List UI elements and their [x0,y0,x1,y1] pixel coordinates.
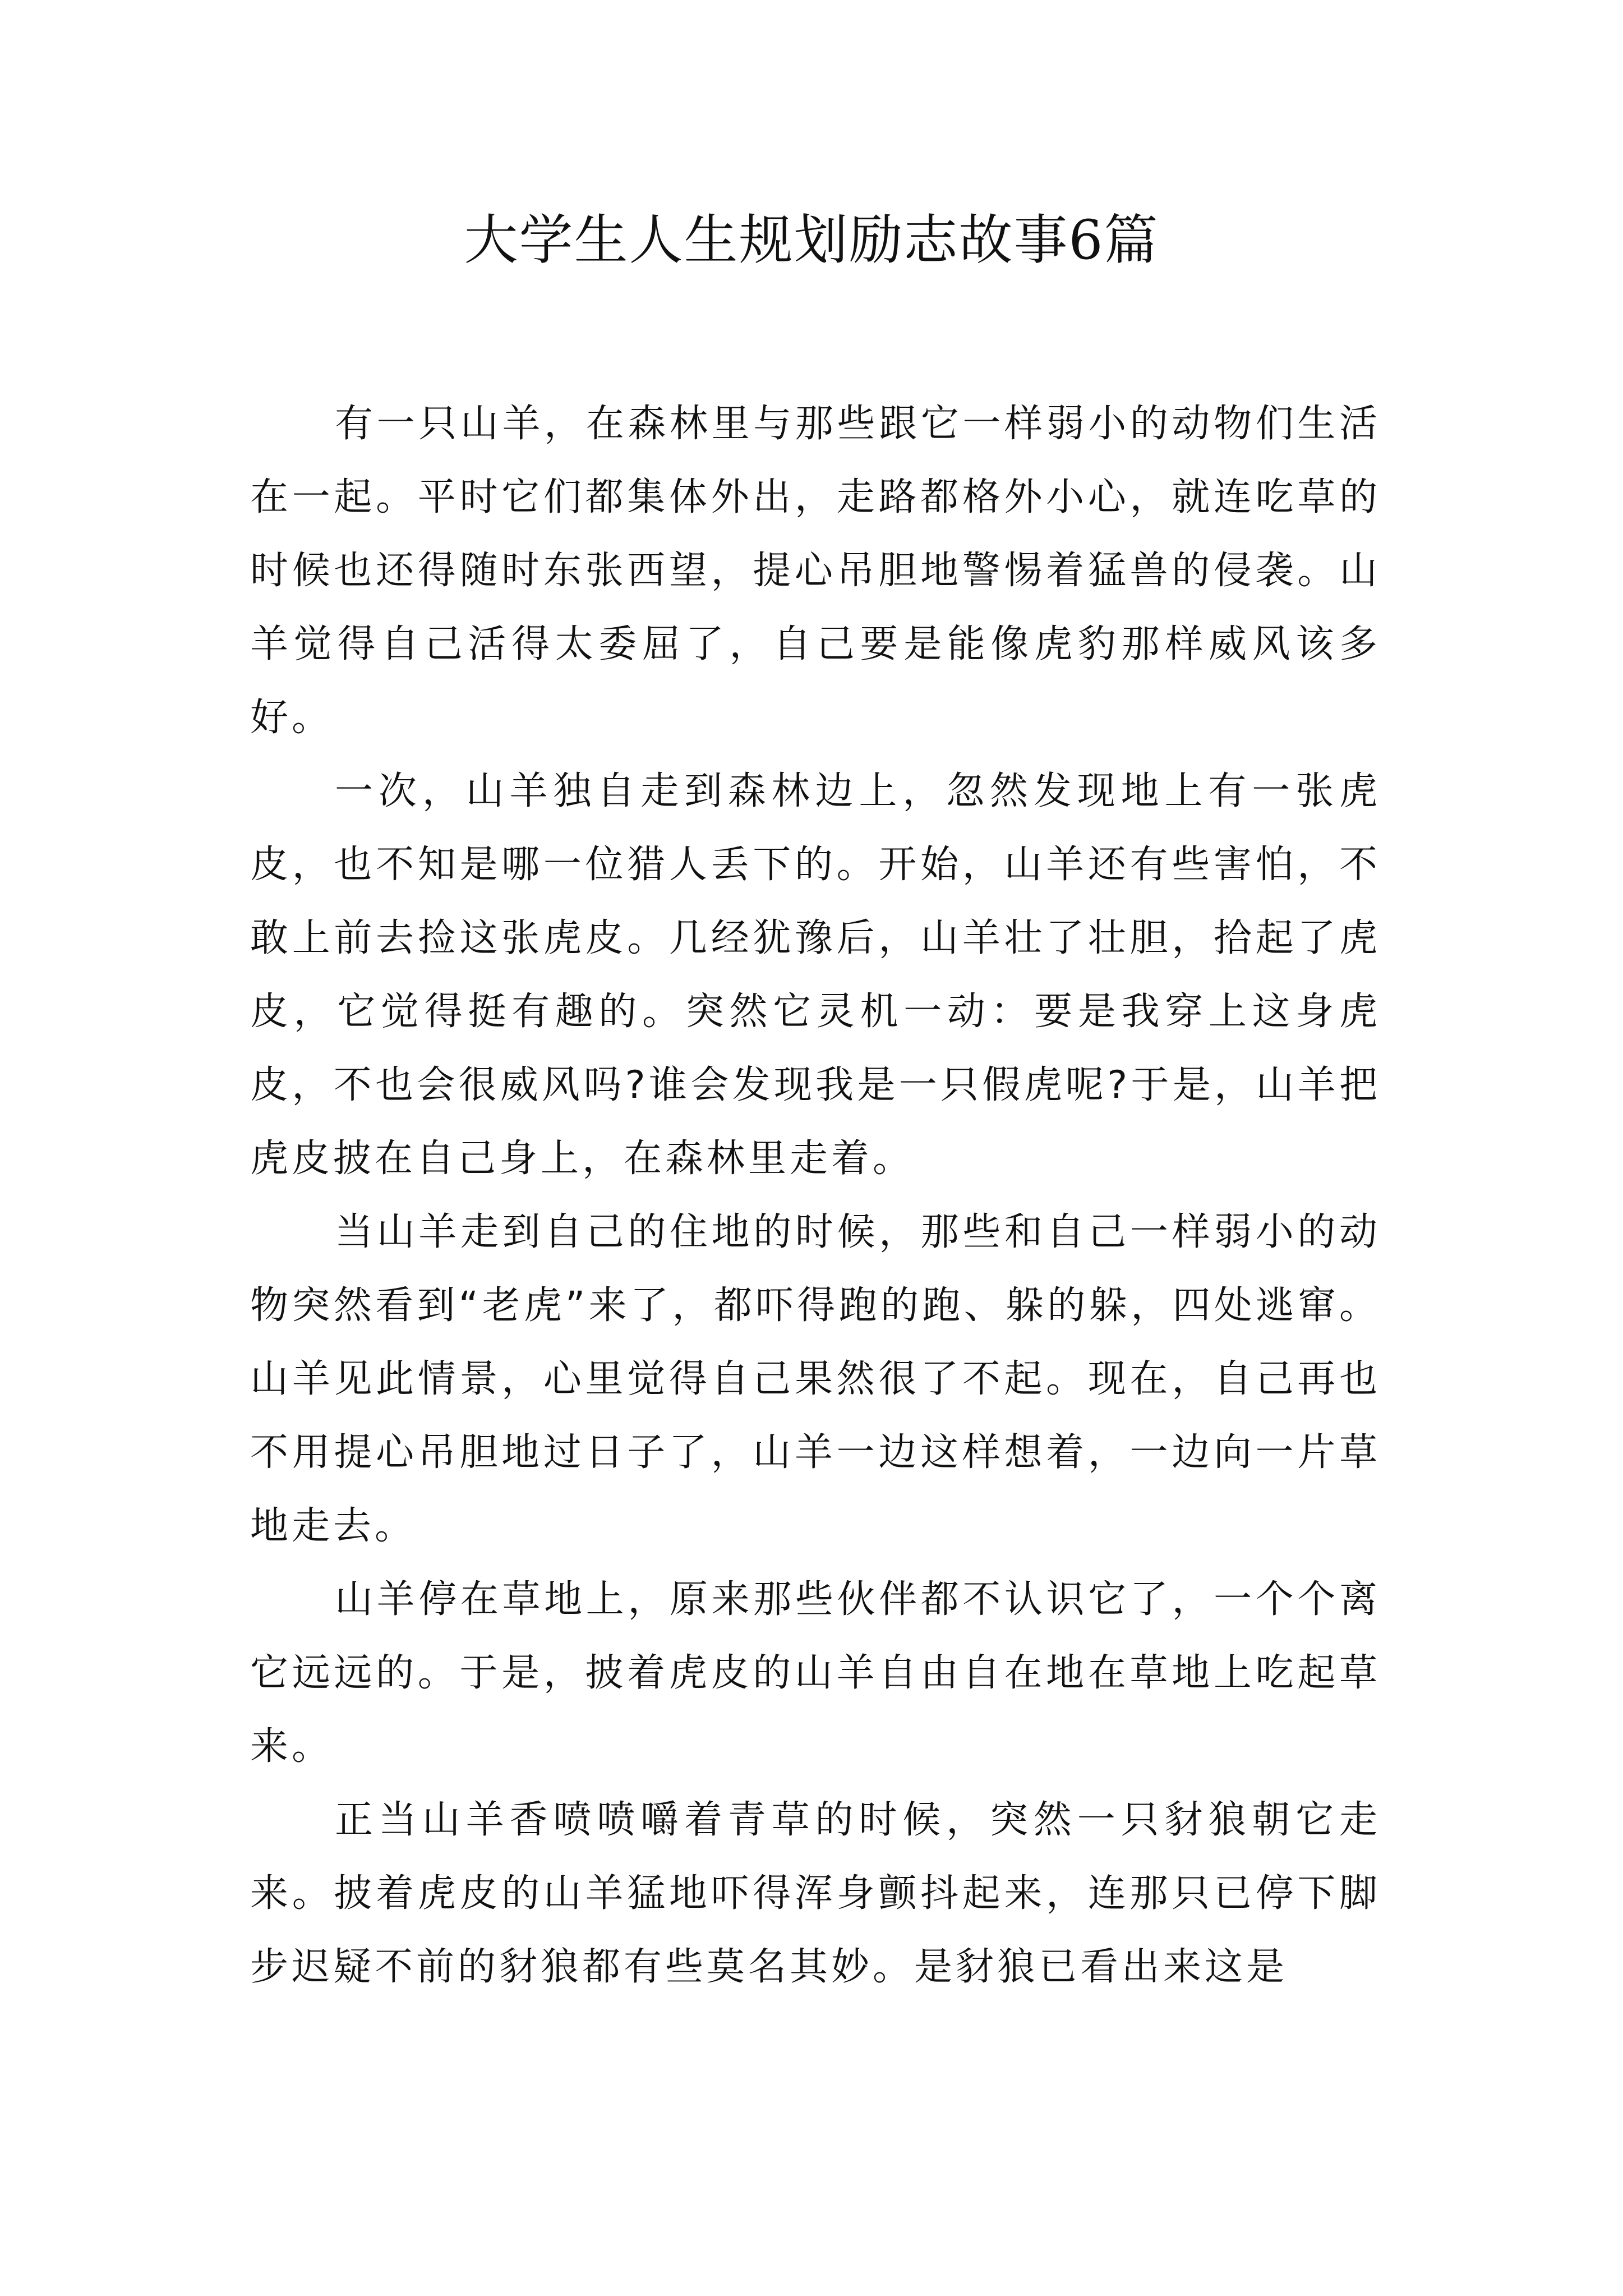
paragraph-1: 有一只山羊，在森林里与那些跟它一样弱小的动物们生活在一起。平时它们都集体外出，走路都格外小心，就连吃草的时候也还得随时东张西望，提心吊胆地警惕着猛兽的侵袭。山羊觉得自己活得太委屈了，自己要是能像虎豹那样威风该多好。 [250,402,1381,740]
document-body [250,387,1381,2004]
paragraph-2: 一次，山羊独自走到森林边上，忽然发现地上有一张虎皮，也不知是哪一位猎人丢下的。开始，山羊还有些害怕，不敢上前去捡这张虎皮。几经犹豫后，山羊壮了壮胆，拾起了虎皮，它觉得挺有趣的。突然它灵机一动：要是我穿上这身虎皮，不也会很威风吗?谁会发现我是一只假虎呢?于是，山羊把虎皮披在自己身上，在森林里走着。 [250,769,1381,1181]
document-title: 大学生人生规划励志故事6篇 [464,209,1159,272]
paragraph-5: 正当山羊香喷喷嚼着青草的时候，突然一只豺狼朝它走来。披着虎皮的山羊猛地吓得浑身颤抖起来，连那只已停下脚步迟疑不前的豺狼都有些莫名其妙。是豺狼已看出来这是 [250,1798,1381,1989]
paragraph-4: 山羊停在草地上，原来那些伙伴都不认识它了，一个个离它远远的。于是，披着虎皮的山羊自由自在地在草地上吃起草来。 [250,1577,1381,1769]
paragraph-3: 当山羊走到自己的住地的时候，那些和自己一样弱小的动物突然看到“老虎”来了，都吓得跑的跑、躲的躲，四处逃窜。山羊见此情景，心里觉得自己果然很了不起。现在，自己再也不用提心吊胆地过日子了，山羊一边这样想着，一边向一片草地走去。 [250,1210,1381,1548]
